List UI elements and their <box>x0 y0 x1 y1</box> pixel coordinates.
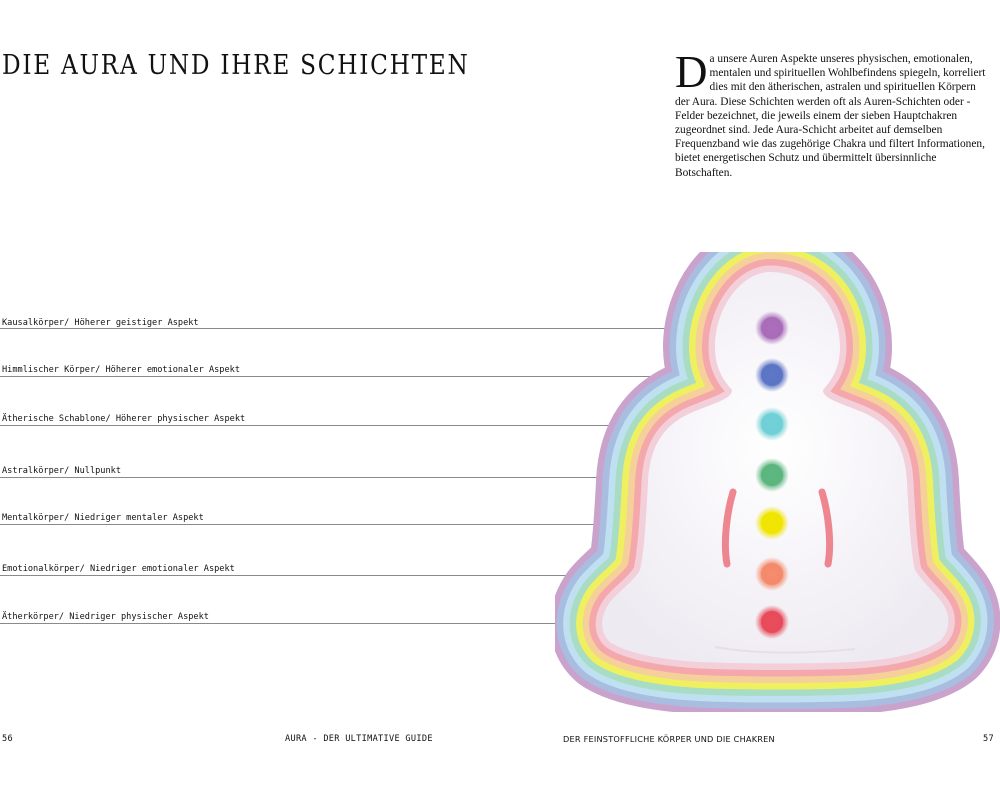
page-title: DIE AURA UND IHRE SCHICHTEN <box>2 50 470 81</box>
chakra-4 <box>761 464 783 486</box>
leader-line-aether <box>0 623 640 624</box>
chakra-2 <box>761 364 783 386</box>
layer-label-astral: Astralkörper/ Nullpunkt <box>2 466 121 476</box>
chakra-7 <box>761 611 783 633</box>
left-page-number: 56 <box>2 734 13 744</box>
layer-label-emotional: Emotionalkörper/ Niedriger emotionaler Aspekt <box>2 564 235 574</box>
layer-label-aetherische-schablone: Ätherische Schablone/ Höherer physischer Aspekt <box>2 414 246 424</box>
chakra-3 <box>761 413 783 435</box>
footer-chapter-title: DER FEINSTOFFLICHE KÖRPER UND DIE CHAKREN <box>563 734 775 744</box>
right-page-number: 57 <box>983 734 994 744</box>
aura-meditation-figure <box>555 252 1000 712</box>
layer-label-aether: Ätherkörper/ Niedriger physischer Aspekt <box>2 612 209 622</box>
drop-cap: D <box>675 47 708 97</box>
chakra-6 <box>761 563 783 585</box>
layer-label-himmlisch: Himmlischer Körper/ Höherer emotionaler Aspekt <box>2 365 240 375</box>
layer-label-mental: Mentalkörper/ Niedriger mentaler Aspekt <box>2 513 204 523</box>
layer-label-kausal: Kausalkörper/ Höherer geistiger Aspekt <box>2 318 199 328</box>
intro-paragraph <box>675 47 993 180</box>
chakra-1 <box>761 317 783 339</box>
footer-book-title: AURA - DER ULTIMATIVE GUIDE <box>285 734 433 744</box>
chakra-5 <box>761 512 783 534</box>
intro-text: a unsere Auren Aspekte unseres physischen, emotionalen, mentalen und spirituellen Wohlbefindens spiegeln, korreliert dies mit den ätherischen, astralen und spirituellen Körpern der Aura. Diese Schichten werden oft als Auren-Schichten oder -Felder bezeichnet, die jeweils einem der sieben Hauptchakren zugeordnet sind. Jede Aura-Schicht arbeitet auf demselben Frequenzband wie das zugehörige Chakra und filtert Informationen, bietet energetischen Schutz und übermittelt übersinnliche Botschaften. <box>675 53 986 179</box>
